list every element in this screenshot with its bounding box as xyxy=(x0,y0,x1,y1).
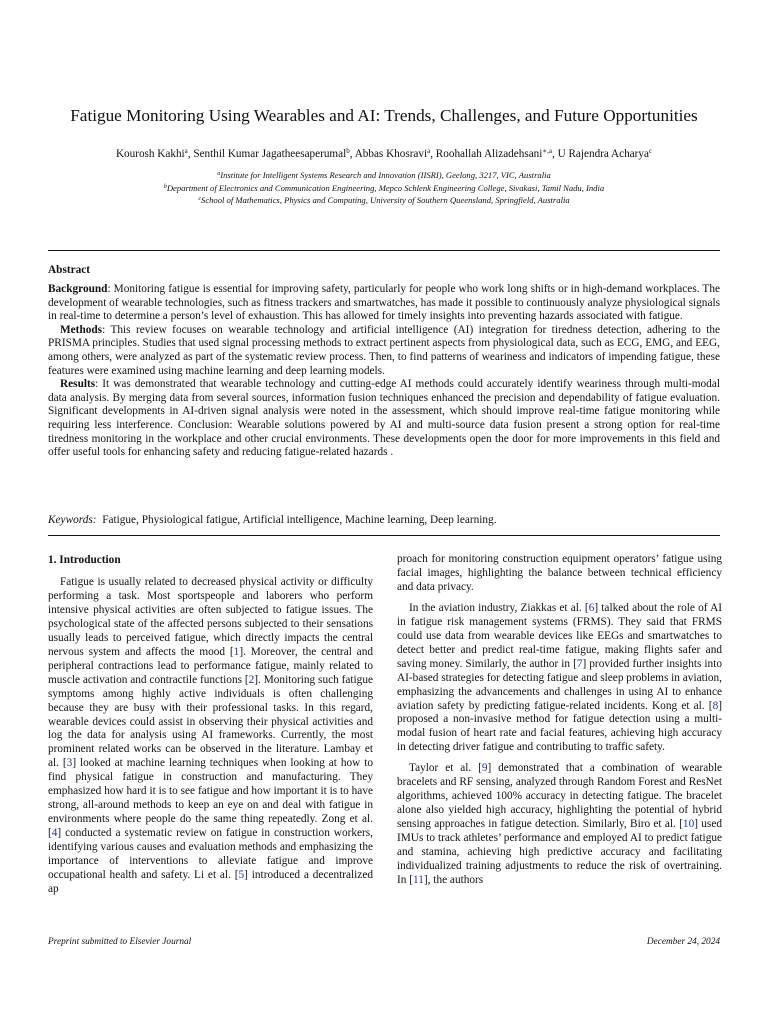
author-affiliation-mark: c xyxy=(648,147,653,155)
citation-link[interactable]: 11 xyxy=(413,873,424,886)
footer-date: December 24, 2024 xyxy=(646,937,720,947)
paragraph-text: ] provided further insights into AI-based strategies for detecting fatigue and sleep problems in aviation, emphasizing the advancements and challenges in using AI to enhance aviation safety by predicting fatigue-related incidents. Kong et al. [ xyxy=(397,657,722,712)
intro-paragraph-3 xyxy=(397,762,722,888)
author-affiliation-mark: a xyxy=(427,147,431,155)
left-column xyxy=(48,553,373,904)
paragraph-text: ] demonstrated that a combination of wearable bracelets and RF sensing, analyzed through Random Forest and ResNet algorithms, achieved 100% accuracy in detecting fatigue. The bracelet alone also yielded high accuracy, highlighting the potential of hybrid sensing approaches in fatigue detection. Similarly, Biro et al. [ xyxy=(397,762,723,831)
paragraph-text: ]. Monitoring such fatigue symptoms among highly active individuals is often challenging because they are busy with their professional tasks. In this regard, wearable devices could assist in observing their physical activities and log the data for analysis using AI frameworks. Currently, the most prominent related works can be observed in the literature. Lambay et al. [ xyxy=(48,673,373,770)
author-name: Kourosh Kakhi xyxy=(115,148,185,160)
affiliation-text: Department of Electronics and Communication Engineering, Mepco Schlenk Engineering College, Sivakasi, Tamil Nadu, India xyxy=(166,182,605,193)
paragraph-text: ] proposed a non-invasive method for fatigue detection using a multi-modal fusion of heart rate and facial features, achieving high accuracy in detecting driver fatigue and contributing to traffic safety. xyxy=(397,699,722,754)
paper-title: Fatigue Monitoring Using Wearables and AI: Trends, Challenges, and Future Opportunities xyxy=(70,106,698,125)
citation-link[interactable]: 9 xyxy=(481,762,488,775)
abstract-body xyxy=(48,283,720,460)
paragraph-text: ] used IMUs to track athletes’ performance and employed AI to predict fatigue and stamina, achieving high predictive accuracy and facilitating individualized training adjustments to reduce the risk of overtraining. In [ xyxy=(397,818,722,886)
citation-link[interactable]: 8 xyxy=(712,699,719,712)
author-affiliation-mark: ∗,a xyxy=(542,147,552,155)
author-name: Senthil Kumar Jagatheesaperumal xyxy=(193,148,347,160)
results-text: : It was demonstrated that wearable technology and cutting-edge AI methods could accurately identify weariness through multi-modal data analysis. By merging data from several sources, information fusion techniques enhanced the precision and dependability of fatigue evaluation. Significant developments in AI-driven signal analysis were noted in the assessment, which should improve real-time fatigue monitoring while requiring less interference. Conclusion: Wearable solutions powered by AI and multi-source data fusion present a strong option for real-time tiredness monitoring in the workplace and other crucial environments. These developments open the door for more improvements in this field and offer useful tools for enhancing safety and reducing fatigue-related hazards . xyxy=(48,378,720,459)
section-heading-introduction: 1. Introduction xyxy=(48,554,121,566)
paragraph-text: In the aviation industry, Ziakkas et al. [ xyxy=(409,601,589,614)
affiliation-mark: c xyxy=(198,196,202,202)
citation-link[interactable]: 4 xyxy=(51,827,58,840)
keywords-label: Keywords: xyxy=(48,514,97,526)
affiliation-list xyxy=(48,169,720,207)
citation-link[interactable]: 10 xyxy=(682,818,695,831)
abstract-heading: Abstract xyxy=(48,264,91,276)
paragraph-text: ] introduced a decentralized ap xyxy=(48,869,373,895)
bottom-divider xyxy=(48,535,720,536)
top-divider xyxy=(48,250,720,251)
intro-paragraph-1 xyxy=(48,576,373,897)
background-label: Background xyxy=(48,283,108,295)
author-name: Roohallah Alizadehsani xyxy=(435,148,543,160)
paragraph-text: ] conducted a systematic review on fatigue in construction workers, identifying various causes and evaluation methods and emphasizing the importance of interventions to alleviate fatigue and improve occupational health and safety. Li et al. [ xyxy=(48,827,373,882)
paragraph-text: ], the authors xyxy=(423,873,484,886)
footer-journal: Preprint submitted to Elsevier Journal xyxy=(48,937,192,947)
paragraph-text: Taylor et al. [ xyxy=(409,762,482,775)
methods-label: Methods xyxy=(60,323,103,336)
author-name: Abbas Khosravi xyxy=(354,148,428,160)
abstract-background xyxy=(48,283,720,324)
intro-paragraph-1-continued: proach for monitoring construction equipment operators’ fatigue using facial images, highlighting the balance between technical efficiency and data privacy. xyxy=(397,553,722,593)
affiliation-mark: a xyxy=(217,171,221,177)
author-affiliation-mark: a xyxy=(184,147,188,155)
author-list: Kourosh Kakhi$^a$, Senthil Kumar Jagatheesaperumal$^b$, Abbas Khosravi$^a$, Roohallah Alizadehsani$^{∗,a}$, U Rajendra Acharya$^c$ xyxy=(115,147,653,160)
keywords-text: Fatigue, Physiological fatigue, Artificial intelligence, Machine learning, Deep learning. xyxy=(102,514,497,526)
affiliation xyxy=(48,194,720,207)
author-affiliation-mark: b xyxy=(346,147,350,155)
methods-text: : This review focuses on wearable technology and artificial intelligence (AI) integration for tiredness detection, adhering to the PRISMA principles. Studies that used signal processing methods to extract pertinent aspects from physiological data, such as ECG, EMG, and EEG, among others, were analyzed as part of the systematic review process. Then, to find patterns of weariness and indicators of impending fatigue, these features were examined using machine learning and deep learning models. xyxy=(48,323,720,377)
results-label: Results xyxy=(60,378,96,391)
affiliation-mark: b xyxy=(163,183,167,190)
paragraph-text: ] talked about the role of AI in fatigue risk management systems (FRMS). They said that FRMS could use data from wearable devices like EEGs and smartwatches to detect better and predict real-time fatigue, making flights safer and saving money. Similarly, the author in [ xyxy=(397,601,722,670)
citation-link[interactable]: 2 xyxy=(248,673,255,686)
abstract-methods xyxy=(48,324,720,378)
citation-link[interactable]: 7 xyxy=(576,657,583,670)
affiliation-text: School of Mathematics, Physics and Computing, University of Southern Queensland, Springfield, Australia xyxy=(201,195,570,205)
citation-link[interactable]: 6 xyxy=(588,601,595,614)
abstract-results xyxy=(48,378,720,460)
right-column xyxy=(397,553,722,895)
paragraph-text: Fatigue is usually related to decreased physical activity or difficulty performing a task. Most sportspeople and laborers who perform intensive physical activities are often subjected to fatigue issues. The psychological state of the affected persons subjected to their sensations usually leads to perceived fatigue, which directly impacts the central nervous system and affects the mood [ xyxy=(48,576,373,658)
paragraph-text: ]. Moreover, the central and peripheral contractions lead to performance fatigue, mainly related to muscle activation and contractile functions [ xyxy=(48,645,373,686)
affiliation xyxy=(48,169,720,182)
affiliation xyxy=(48,182,720,195)
affiliation-text: Institute for Intelligent Systems Research and Innovation (IISRI), Geelong, 3217, VIC, Australia xyxy=(220,170,551,180)
citation-link[interactable]: 3 xyxy=(66,757,73,770)
citation-link[interactable]: 1 xyxy=(233,645,240,658)
paper-page xyxy=(48,0,723,1024)
intro-paragraph-2 xyxy=(397,602,722,755)
author-name: U Rajendra Acharya xyxy=(557,148,649,160)
paragraph-text: ] looked at machine learning techniques when looking at how to find physical fatigue in construction and manufacturing. They emphasized how hard it is to see fatigue and how important it is to have strong, all-around methods to keep an eye on and deal with fatigue in environments where people do the same thing repeatedly. Zong et al. [ xyxy=(48,757,373,840)
keywords xyxy=(48,513,720,527)
citation-link[interactable]: 5 xyxy=(238,869,245,882)
background-text: : Monitoring fatigue is essential for improving safety, particularly for people who work long shifts or in high-demand workplaces. The development of wearable technologies, such as fitness trackers and smartwatches, has made it possible to continuously analyze physiological signals in real-time to determine a person’s level of exhaustion. This has allowed for timely insights into preventing hazards associated with fatigue. xyxy=(48,283,720,323)
